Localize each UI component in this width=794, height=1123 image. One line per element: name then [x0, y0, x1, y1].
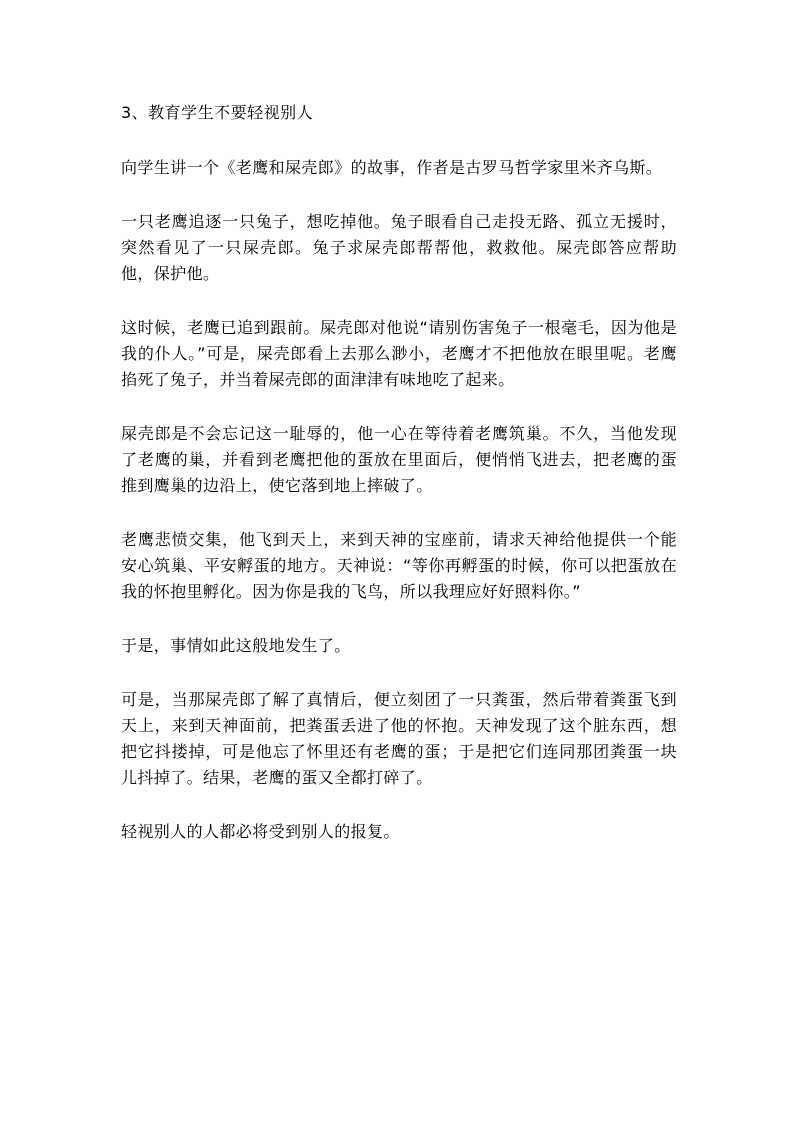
document-body	[121, 101, 677, 873]
section-heading: 3、教育学生不要轻视别人	[121, 103, 314, 122]
paragraph-moral: 轻视别人的人都必将受到别人的报复。	[121, 822, 400, 841]
paragraph-eggs-broken: 可是，当那屎壳郎了解了真情后，便立刻团了一只粪蛋，然后带着粪蛋飞到天上，来到天神面前，把粪蛋丢进了他的怀抱。天神发现了这个脏东西，想把它抖搂掉，可是他忘了怀里还有老鹰的蛋；于是把它们连同那团粪蛋一块儿抖掉了。结果，老鹰的蛋又全都打碎了。	[121, 690, 677, 787]
paragraph-eagle-chases-rabbit: 一只老鹰追逐一只兔子，想吃掉他。兔子眼看自己走投无路、孤立无援时，突然看见了一只屎壳郎。兔子求屎壳郎帮帮他，救救他。屎壳郎答应帮助他，保护他。	[121, 212, 677, 283]
paragraph-intro: 向学生讲一个《老鹰和屎壳郎》的故事，作者是古罗马哲学家里米齐乌斯。	[121, 158, 663, 177]
paragraph-it-happened: 于是，事情如此这般地发生了。	[121, 636, 351, 655]
paragraph-beetle-revenge: 屎壳郎是不会忘记这一耻辱的，他一心在等待着老鹰筑巢。不久，当他发现了老鹰的巢，并看到老鹰把他的蛋放在里面后，便悄悄飞进去，把老鹰的蛋推到鹰巢的边沿上，使它落到地上摔破了。	[121, 424, 677, 495]
paragraph-eagle-asks-god: 老鹰悲愤交集，他飞到天上，来到天神的宝座前，请求天神给他提供一个能安心筑巢、平安孵蛋的地方。天神说：“等你再孵蛋的时候，你可以把蛋放在我的怀抱里孵化。因为你是我的飞鸟，所以我理应好好照料你。”	[121, 530, 677, 601]
paragraph-eagle-kills-rabbit: 这时候，老鹰已追到跟前。屎壳郎对他说“请别伤害兔子一根毫毛，因为他是我的仆人。”可是，屎壳郎看上去那么渺小，老鹰才不把他放在眼里呢。老鹰掐死了兔子，并当着屎壳郎的面津津有味地吃了起来。	[121, 318, 677, 389]
